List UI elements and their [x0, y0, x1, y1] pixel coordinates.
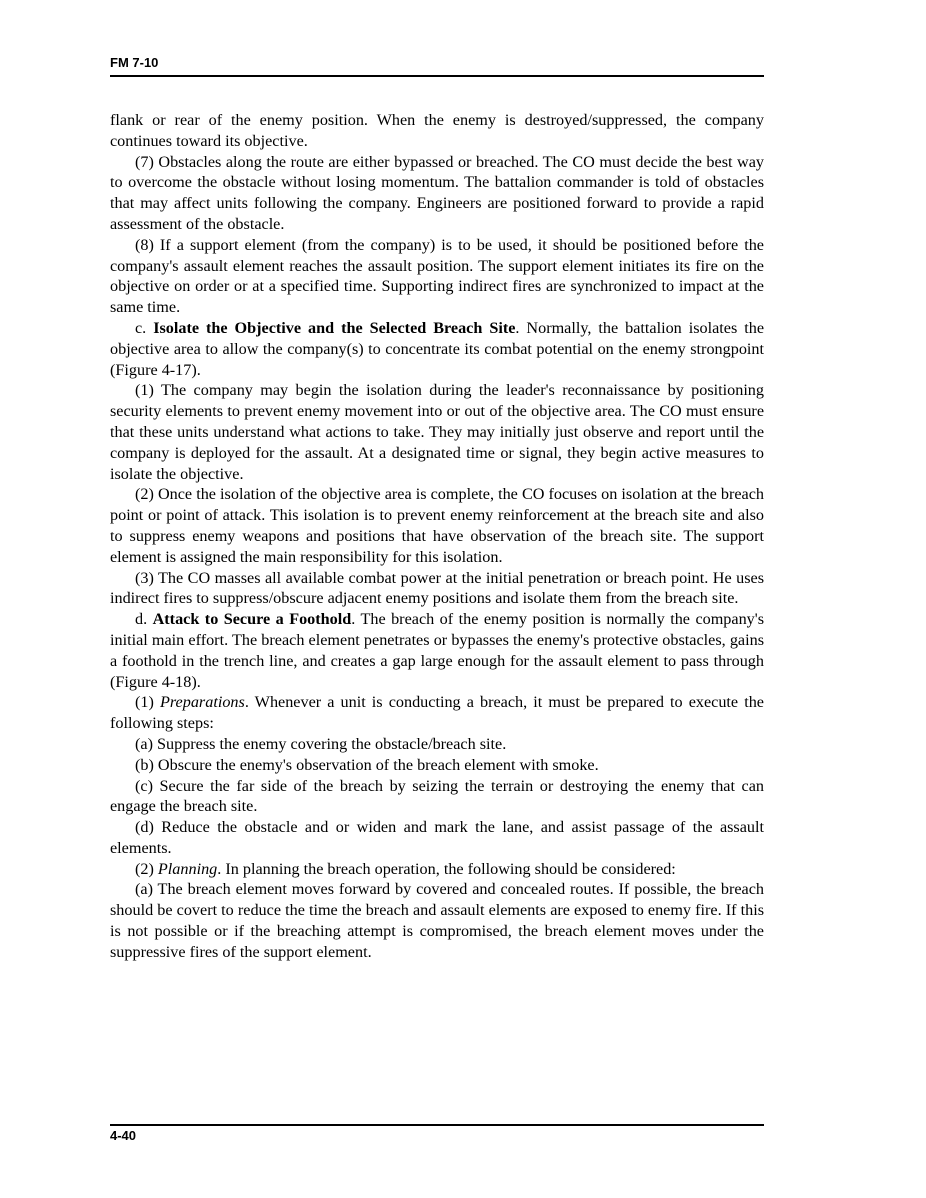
paragraph	[110, 609, 764, 692]
paragraph	[110, 692, 764, 734]
list-item: (a) The breach element moves forward by covered and concealed routes. If possible, the breach should be covert to reduce the time the breach and assault elements are exposed to enemy fire. If this is not possible or if the breaching attempt is compromised, the breach element moves under the suppressive fires of the support element.	[110, 880, 764, 961]
page-number: 4-40	[110, 1128, 137, 1143]
list-item: (c) Secure the far side of the breach by seizing the terrain or destroying the enemy that can engage the breach site.	[110, 776, 764, 816]
body-text	[110, 110, 764, 963]
paragraph-lead: c.	[135, 318, 154, 337]
header-rule	[110, 75, 764, 77]
list-item: (b) Obscure the enemy's observation of the breach element with smoke.	[135, 755, 599, 774]
paragraph: (1) The company may begin the isolation during the leader's reconnaissance by positioning security elements to prevent enemy movement into or out of the objective area. The CO must ensure that these units understand what actions to take. They may initially just observe and report until the company is deployed for the assault. At a designated time or signal, they begin active measures to isolate the objective.	[110, 381, 764, 483]
section-heading: Isolate the Objective and the Selected Breach Site	[153, 318, 516, 337]
list-item: (a) Suppress the enemy covering the obstacle/breach site.	[135, 734, 507, 753]
paragraph-lead: (1)	[135, 693, 160, 712]
footer-rule	[110, 1124, 764, 1126]
paragraph-text: . In planning the breach operation, the following should be considered:	[217, 859, 676, 878]
paragraph: flank or rear of the enemy position. When the enemy is destroyed/suppressed, the company continues toward its objective.	[110, 111, 764, 150]
paragraph: (2) Once the isolation of the objective area is complete, the CO focuses on isolation at the breach point or point of attack. This isolation is to prevent enemy reinforcement at the breach site and also to suppress enemy weapons and positions that have observation of the breach site. The support element is assigned the main responsibility for this isolation.	[110, 485, 764, 566]
paragraph-lead: (2)	[135, 859, 158, 878]
paragraph: (3) The CO masses all available combat power at the initial penetration or breach point. He uses indirect fires to suppress/obscure adjacent enemy positions and isolate them from the breach site.	[110, 568, 764, 608]
paragraph-lead: d.	[135, 610, 153, 629]
subsection-heading: Preparations	[159, 693, 245, 712]
paragraph: (7) Obstacles along the route are either bypassed or breached. The CO must decide the best way to overcome the obstacle without losing momentum. The battalion commander is told of obstacles that may affect units following the company. Engineers are positioned forward to provide a rapid assessment of the obstacle.	[110, 152, 764, 233]
section-heading: Attack to Secure a Foothold	[152, 610, 352, 629]
list-item: (d) Reduce the obstacle and or widen and mark the lane, and assist passage of the assault elements.	[110, 818, 764, 857]
paragraph-text: . Whenever a unit is conducting a breach, it must be prepared to execute the following steps:	[110, 693, 764, 733]
running-head: FM 7-10	[110, 55, 159, 70]
paragraph	[110, 859, 764, 880]
paragraph: (8) If a support element (from the company) is to be used, it should be positioned before the company's assault element reaches the assault position. The support element initiates its fire on the objective on order or at a specified time. Supporting indirect fires are synchronized to impact at the same time.	[110, 235, 764, 317]
paragraph-text: . Normally, the battalion isolates the objective area to allow the company(s) to concentrate its combat potential on the enemy strongpoint (Figure 4-17).	[110, 318, 765, 379]
paragraph-text: . The breach of the enemy position is normally the company's initial main effort. The breach element penetrates or bypasses the enemy's protective obstacles, gains a foothold in the trench line, and creates a gap large enough for the assault element to pass through (Figure 4-18).	[110, 610, 764, 691]
paragraph	[110, 318, 764, 380]
subsection-heading: Planning	[157, 859, 218, 878]
